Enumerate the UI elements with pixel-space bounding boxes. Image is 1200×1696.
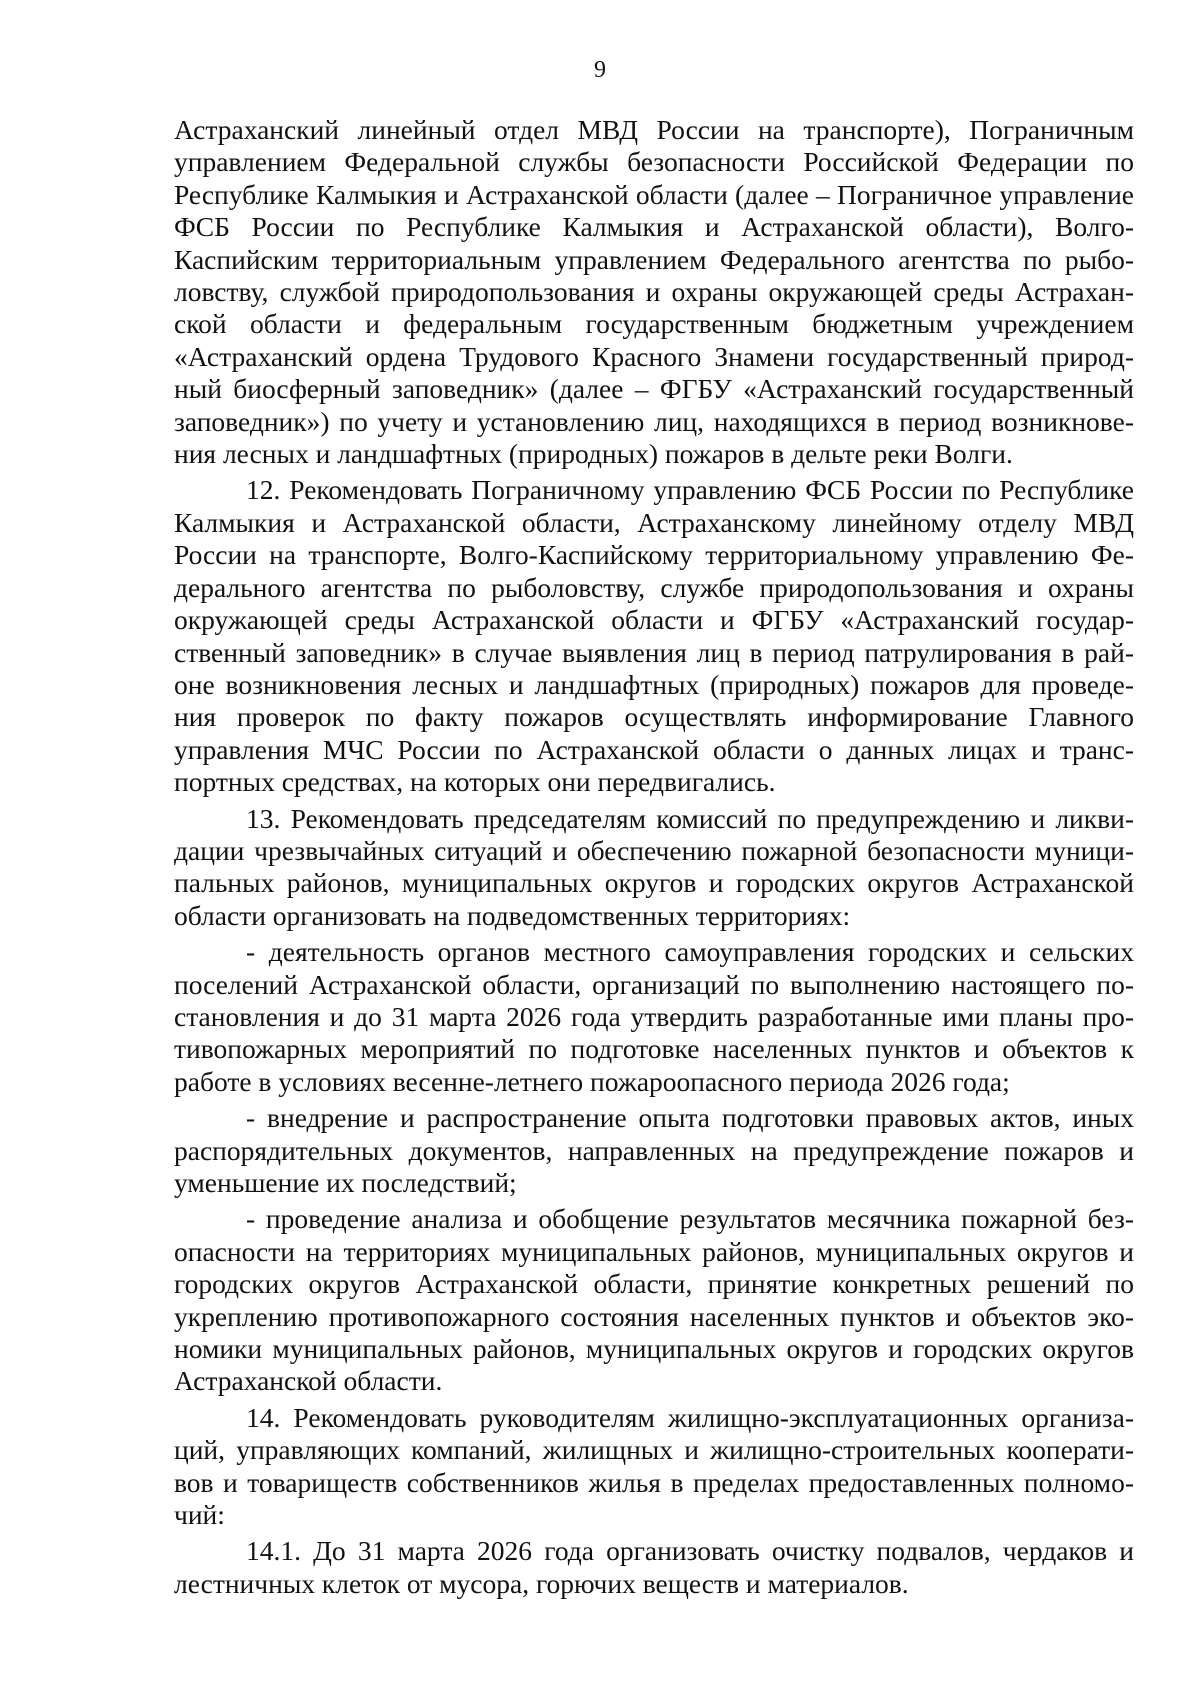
document-body: [174, 114, 1134, 1604]
paragraph-13-bullet-1: - деятельность органов местного самоуправления городских и сельских поселений Астраханской области, организаций по выполнению настоящего постановления и до 31 марта 2026 года утвердить разработанные ими планы противопожарных мероприятий по подготовке населенных пунктов и объектов к работе в условиях весенне-летнего пожароопасного периода 2026 года;: [174, 936, 1134, 1097]
paragraph-12: 12. Рекомендовать Пограничному управлению ФСБ России по Республике Калмыкия и Астраханской области, Астраханскому линейному отделу МВД России на транспорте, Волго-Каспийскому территориальному управлению Федерального агентства по рыболовству, службе природопользования и охраны окружающей среды Астраханской области и ФГБУ «Астраханский государственный заповедник» в случае выявления лиц в период патрулирования в районе возникновения лесных и ландшафтных (природных) пожаров для проведения проверок по факту пожаров осуществлять информирование Главного управления МЧС России по Астраханской области о данных лицах и транспортных средствах, на которых они передвигались.: [174, 474, 1134, 798]
paragraph-14-1: 14.1. До 31 марта 2026 года организовать очистку подвалов, чердаков и лестничных клеток от мусора, горючих веществ и материалов.: [174, 1535, 1134, 1599]
paragraph-13: 13. Рекомендовать председателям комиссий по предупреждению и ликвидации чрезвычайных ситуаций и обеспечению пожарной безопасности муниципальных районов, муниципальных округов и городских округов Астраханской области организовать на подведомственных территориях:: [174, 802, 1134, 931]
paragraph-13-bullet-3: - проведение анализа и обобщение результатов месячника пожарной безопасности на территориях муниципальных районов, муниципальных округов и городских округов Астраханской области, принятие конкретных решений по укреплению противопожарного состояния населенных пунктов и объектов экономики муниципальных районов, муниципальных округов и городских округов Астраханской области.: [174, 1203, 1134, 1397]
paragraph-13-bullet-2: - внедрение и распространение опыта подготовки правовых актов, иных распорядительных документов, направленных на предупреждение пожаров и уменьшение их последствий;: [174, 1102, 1134, 1198]
paragraph-continuation: Астраханский линейный отдел МВД России на транспорте), Пограничным управлением Федеральной службы безопасности Российской Федерации по Республике Калмыкия и Астраханской области (далее – Пограничное управление ФСБ России по Республике Калмыкия и Астраханской области), Волго-Каспийским территориальным управлением Федерального агентства по рыболовству, службой природопользования и охраны окружающей среды Астраханской области и федеральным государственным бюджетным учреждением «Астраханский ордена Трудового Красного Знамени государственный природный биосферный заповедник» (далее – ФГБУ «Астраханский государственный заповедник») по учету и установлению лиц, находящихся в период возникновения лесных и ландшафтных (природных) пожаров в дельте реки Волги.: [174, 114, 1134, 470]
page-number: 9: [594, 57, 606, 83]
paragraph-14: 14. Рекомендовать руководителям жилищно-эксплуатационных организаций, управляющих компаний, жилищных и жилищно-строительных кооперативов и товариществ собственников жилья в пределах предоставленных полномочий:: [174, 1401, 1134, 1531]
